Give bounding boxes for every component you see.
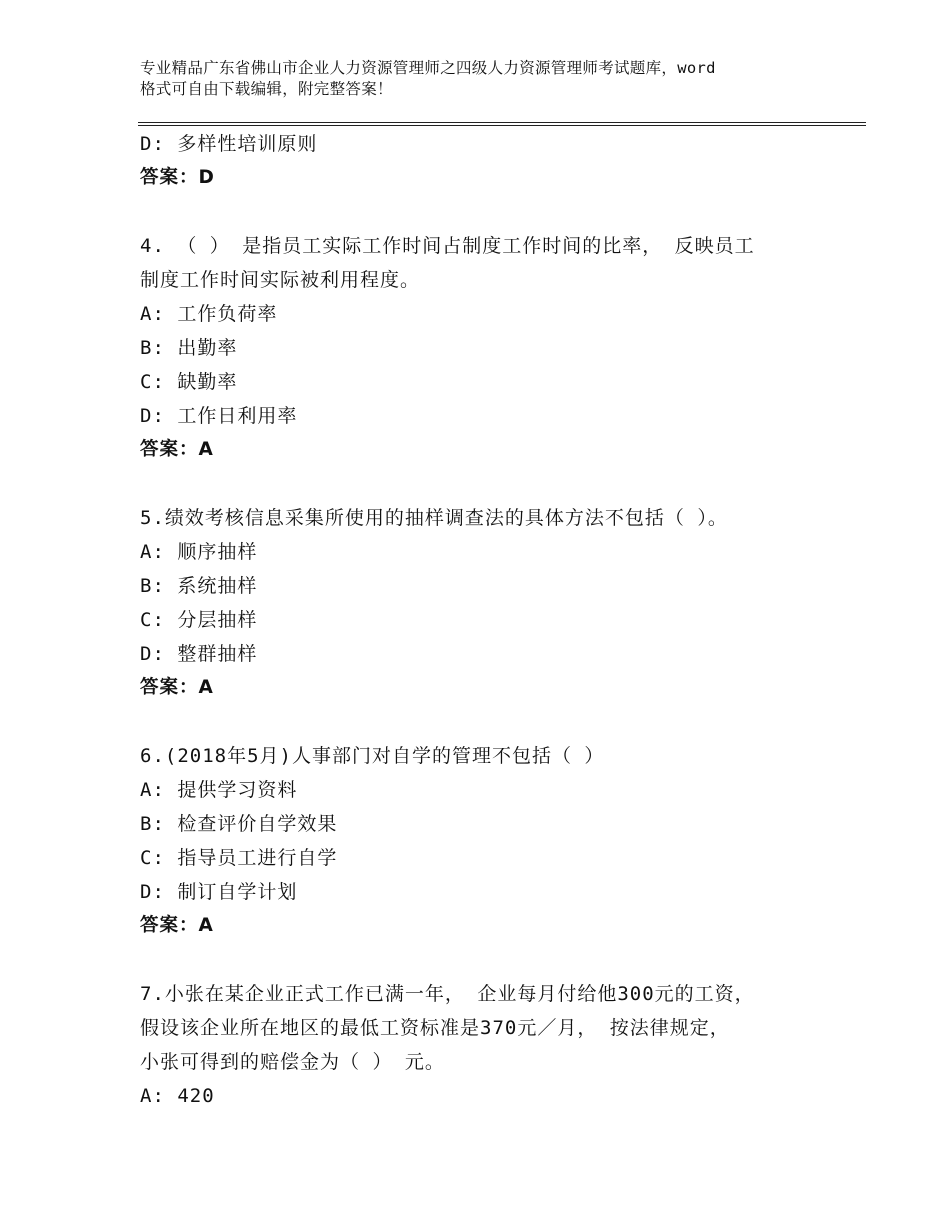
question-4 [140,229,830,467]
question-3-tail [140,127,830,195]
answer: 答案：A [140,439,214,460]
option-b: B: 检查评价自学效果 [140,813,338,835]
option-d: D: 工作日利用率 [140,405,298,427]
question-stem: 5.绩效考核信息采集所使用的抽样调查法的具体方法不包括（ ）。 [140,507,728,529]
question-7 [140,977,830,1113]
header-divider-bottom [138,125,866,126]
question-6 [140,739,830,943]
page-header [140,58,830,100]
answer: 答案：D [140,167,215,188]
option-c: C: 分层抽样 [140,609,258,631]
document-body [140,127,830,1113]
option-d: D: 多样性培训原则 [140,133,318,155]
question-stem: 6.(2018年5月)人事部门对自学的管理不包括（ ） [140,745,605,767]
header-line-2: 格式可自由下载编辑，附完整答案！ [140,80,393,98]
option-c: C: 缺勤率 [140,371,238,393]
question-5 [140,501,830,705]
question-stem: 假设该企业所在地区的最低工资标准是370元／月， 按法律规定， [140,1017,730,1039]
question-stem: 制度工作时间实际被利用程度。 [140,269,421,291]
header-divider-top [138,122,866,123]
header-line-1: 专业精品广东省佛山市企业人力资源管理师之四级人力资源管理师考试题库，word [140,59,716,77]
option-d: D: 整群抽样 [140,643,258,665]
question-stem: 小张可得到的赔偿金为（ ） 元。 [140,1051,445,1073]
option-d: D: 制订自学计划 [140,881,298,903]
question-stem: 7.小张在某企业正式工作已满一年， 企业每月付给他300元的工资， [140,983,755,1005]
option-b: B: 出勤率 [140,337,238,359]
option-a: A: 420 [140,1085,215,1107]
option-b: B: 系统抽样 [140,575,258,597]
answer: 答案：A [140,677,214,698]
option-c: C: 指导员工进行自学 [140,847,338,869]
option-a: A: 提供学习资料 [140,779,298,801]
answer: 答案：A [140,915,214,936]
question-stem: 4. （ ） 是指员工实际工作时间占制度工作时间的比率， 反映员工 [140,235,755,257]
option-a: A: 工作负荷率 [140,303,278,325]
option-a: A: 顺序抽样 [140,541,258,563]
